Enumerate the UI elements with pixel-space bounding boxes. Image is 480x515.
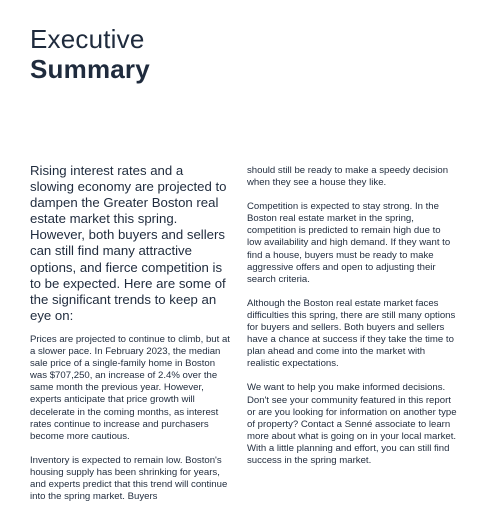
- competition-paragraph: Competition is expected to stay strong. In the Boston real estate market in the spring, competition is predicted to remain high due to low availability and high demand. If they want to find a house, buyers must be ready to make aggressive offers and open to adjusting their search criteria.: [247, 201, 451, 285]
- outlook-paragraph: Although the Boston real estate market faces difficulties this spring, there are still many options for buyers and sellers. Both buyers and sellers have a chance at success if they take the time to plan ahead and come into the market with realistic expectations.: [247, 297, 456, 370]
- inventory-paragraph: Inventory is expected to remain low. Boston's housing supply has been shrinking for years, and experts predict that this trend will continue into the spring market. Buyers: [30, 454, 228, 503]
- title-line-executive: Executive: [30, 24, 145, 54]
- contact-paragraph: We want to help you make informed decisions. Don't see your community featured in this report or are you looking for information on another type of property? Contact a Senné associate to learn more about what is going on in your local market. With a little planning and effort, you can still find success in the spring market.: [247, 382, 457, 466]
- lead-paragraph: Rising interest rates and a slowing economy are projected to dampen the Greater Boston real estate market this spring. However, both buyers and sellers can still find many attractive options, and fierce competition is to be expected. Here are some of the significant trends to keep an eye on:: [30, 163, 227, 323]
- title-line-summary: Summary: [30, 54, 150, 84]
- prices-paragraph: Prices are projected to continue to climb, but at a slower pace. In February 2023, the median sale price of a single-family home in Boston was $707,250, an increase of 2.4% over the same month the previous year. However, experts anticipate that price growth will decelerate in the coming months, as interest rates continue to increase and purchasers become more cautious.: [30, 333, 230, 442]
- inventory-continued-paragraph: should still be ready to make a speedy decision when they see a house they like.: [247, 165, 449, 189]
- right-column: [247, 165, 457, 479]
- page-title: [30, 24, 150, 84]
- left-column: [30, 163, 230, 515]
